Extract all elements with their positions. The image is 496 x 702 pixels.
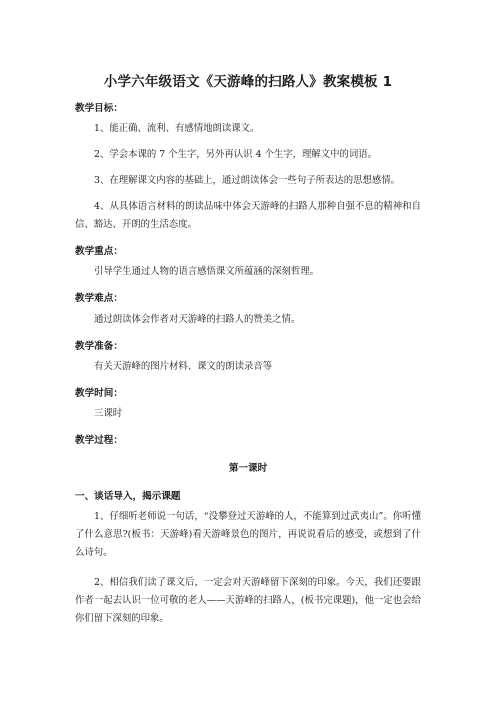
time-heading: 教学时间： xyxy=(75,388,123,399)
time-text: 三课时 xyxy=(94,408,123,419)
goal-item-2: 2、学会本课的 7 个生字，另外再认识 4 个生字，理解文中的词语。 xyxy=(94,149,377,160)
difficulty-text: 通过朗读体会作者对天游峰的扫路人的赞美之情。 xyxy=(94,314,301,325)
key-text: 引导学生通过人物的语言感悟课文所蕴涵的深刻哲理。 xyxy=(94,266,320,277)
lesson-title: 第一课时 xyxy=(228,463,268,474)
goal-item-3: 3、在理解课文内容的基础上，通过朗读体会一些句子所表达的思想感情。 xyxy=(94,175,400,186)
goal-item-4: 4、从具体语言材料的朗读品味中体会天游峰的扫路人那种自强不息的精神和自信、豁达、开朗的生活态度。 xyxy=(75,201,421,230)
key-heading: 教学重点： xyxy=(75,246,123,257)
section1-paragraph-1: 1、仔细听老师说一句话，“没攀登过天游峰的人，不能算到过武夷山”。你听懂了什么意思?(板书：天游峰)看天游峰景色的图片，再说说看后的感受，或想到了什么诗句。 xyxy=(75,511,421,558)
process-heading: 教学过程： xyxy=(75,435,123,446)
section1-heading: 一、谈话导入，揭示课题 xyxy=(75,491,181,502)
difficulty-heading: 教学难点： xyxy=(75,293,123,304)
goals-heading: 教学目标： xyxy=(75,103,123,114)
section1-paragraph-2: 2、相信我们读了课文后，一定会对天游峰留下深刻的印象。今天，我们还要跟作者一起去认识一位可敬的老人——天游峰的扫路人，(板书完课题)，他一定也会给你们留下深刻的印象。 xyxy=(75,577,421,624)
prep-text: 有关天游峰的图片材料、课文的朗读录音等 xyxy=(94,361,273,372)
prep-heading: 教学准备： xyxy=(75,341,123,352)
goal-item-1: 1、能正确、流利、有感情地朗读课文。 xyxy=(94,123,260,134)
document-title: 小学六年级语文《天游峰的扫路人》教案模板 1 xyxy=(103,74,393,90)
